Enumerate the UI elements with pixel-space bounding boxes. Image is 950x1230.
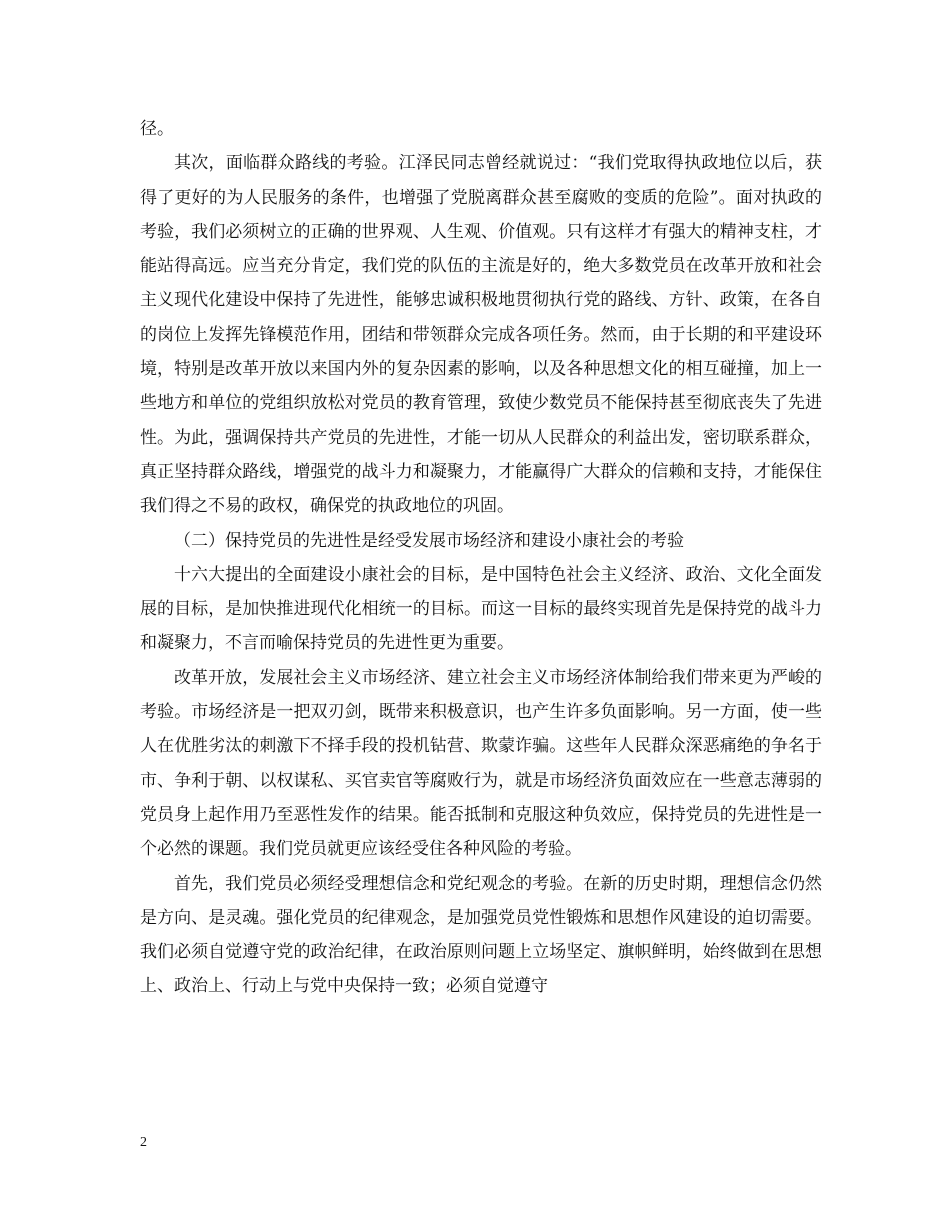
document-body <box>140 112 822 1004</box>
section-heading: （二）保持党员的先进性是经受发展市场经济和建设小康社会的考验 <box>174 530 684 551</box>
paragraph-xiaokang-goal: 十六大提出的全面建设小康社会的目标，是中国特色社会主义经济、政治、文化全面发展的目标，是加快推进现代化相统一的目标。而这一目标的最终实现首先是保持党的战斗力和凝聚力，不言而喻保持党员的先进性更为重要。 <box>140 564 822 654</box>
page-number: 2 <box>140 1135 147 1150</box>
paragraph-ideals-discipline: 首先，我们党员必须经受理想信念和党纪观念的考验。在新的历史时期，理想信念仍然是方向、是灵魂。强化党员的纪律观念，是加强党员党性锻炼和思想作风建设的迫切需要。我们必须自觉遵守党的政治纪律，在政治原则问题上立场坚定、旗帜鲜明，始终做到在思想上、政治上、行动上与党中央保持一致；必须自觉遵守 <box>140 873 822 997</box>
paragraph-mass-line-test: 其次，面临群众路线的考验。江泽民同志曾经就说过：“我们党取得执政地位以后，获得了更好的为人民服务的条件，也增强了党脱离群众甚至腐败的变质的危险”。面对执政的考验，我们必须树立的正确的世界观、人生观、价值观。只有这样才有强大的精神支柱，才能站得高远。应当充分肯定，我们党的队伍的主流是好的，绝大多数党员在改革开放和社会主义现代化建设中保持了先进性，能够忠诚积极地贯彻执行党的路线、方针、政策，在各自的岗位上发挥先锋模范作用，团结和带领群众完成各项任务。然而，由于长期的和平建设环境，特别是改革开放以来国内外的复杂因素的影响，以及各种思想文化的相互碰撞，加上一些地方和单位的党组织放松对党员的教育管理，致使少数党员不能保持甚至彻底丧失了先进性。为此，强调保持共产党员的先进性，才能一切从人民群众的利益出发，密切联系群众，真正坚持群众路线，增强党的战斗力和凝聚力，才能赢得广大群众的信赖和支持，才能保住我们得之不易的政权，确保党的执政地位的巩固。 <box>140 153 822 517</box>
paragraph-continuation: 径。 <box>140 119 174 139</box>
paragraph-market-economy: 改革开放，发展社会主义市场经济、建立社会主义市场经济体制给我们带来更为严峻的考验。市场经济是一把双刃剑，既带来积极意识，也产生许多负面影响。另一方面，使一些人在优胜劣汰的刺激下不择手段的投机钻营、欺蒙诈骗。这些年人民群众深恶痛绝的争名于市、争利于朝、以权谋私、买官卖官等腐败行为，就是市场经济负面效应在一些意志薄弱的党员身上起作用乃至恶性发作的结果。能否抵制和克服这种负效应，保持党员的先进性是一个必然的课题。我们党员就更应该经受住各种风险的考验。 <box>140 667 822 860</box>
